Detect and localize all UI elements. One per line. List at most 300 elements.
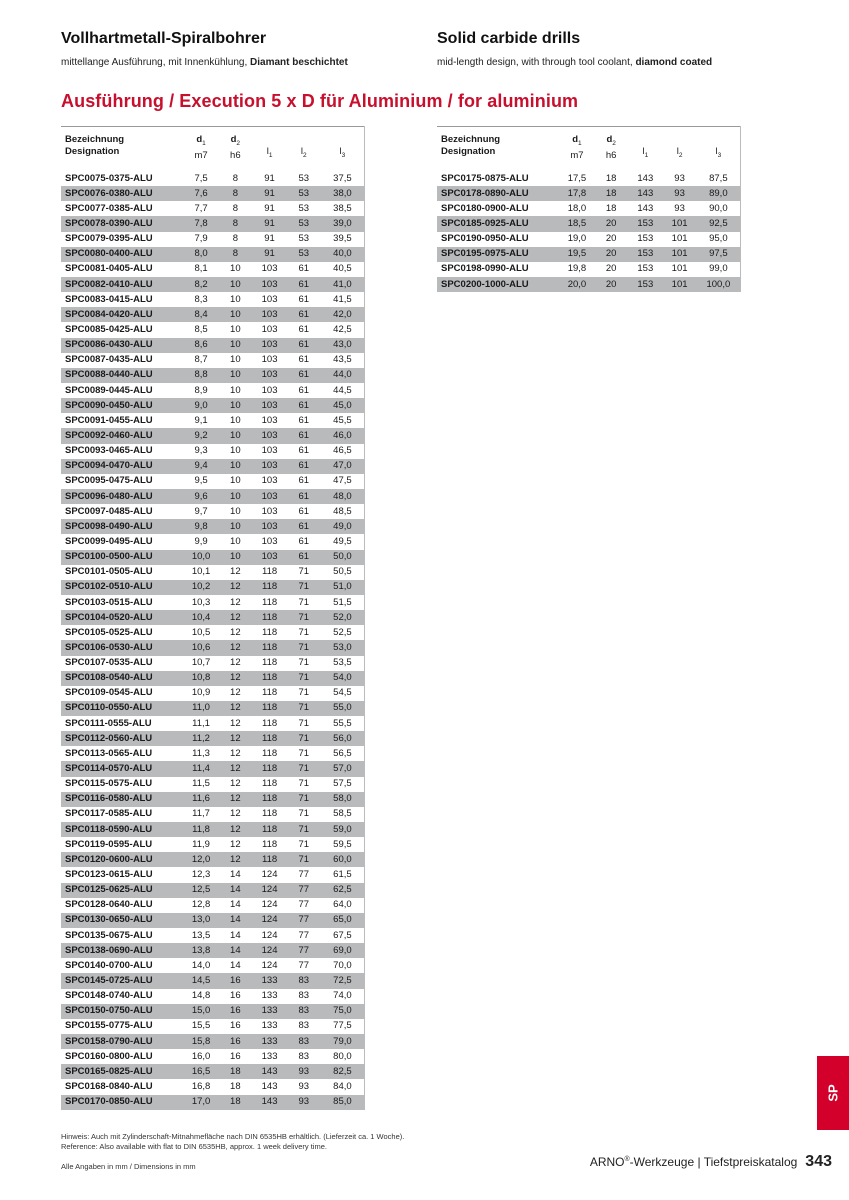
table-row	[61, 731, 365, 746]
table-row	[61, 610, 365, 625]
header-title-en: Solid carbide drills	[437, 30, 581, 47]
designation-cell: SPC0101-0505-ALU	[65, 566, 153, 578]
d2-cell: 12	[218, 671, 252, 686]
l1-cell: 103	[261, 445, 278, 457]
l2-cell: 71	[298, 778, 310, 790]
l3-cell: 48,0	[321, 489, 365, 504]
d1-cell: 9,0	[184, 398, 218, 413]
designation-cell: SPC0107-0535-ALU	[65, 657, 153, 669]
l2-cell: 71	[287, 761, 321, 776]
d2-cell: 10	[230, 293, 241, 305]
l2-cell: 101	[671, 233, 688, 245]
l3-cell: 99,0	[697, 262, 741, 277]
d1-cell: 8,6	[184, 338, 218, 353]
d2-cell: 16	[218, 973, 252, 988]
d1-cell: 12,8	[191, 899, 211, 911]
designation-cell: SPC0093-0465-ALU	[65, 445, 153, 457]
table-row	[61, 822, 365, 837]
table-row	[61, 1064, 365, 1079]
designation-cell: SPC0115-0575-ALU	[65, 778, 153, 790]
d2-cell: 8	[218, 186, 252, 201]
designation-cell: SPC0160-0800-ALU	[65, 1050, 153, 1062]
d1-cell: 16,8	[191, 1081, 211, 1092]
designation-cell: SPC0113-0565-ALU	[65, 747, 153, 759]
table-row	[437, 201, 741, 216]
l3-cell: 53,0	[321, 640, 365, 655]
l2-cell: 83	[287, 973, 321, 988]
l3-cell: 52,0	[321, 610, 365, 625]
d2-cell: 20	[594, 216, 628, 231]
l2-cell: 77	[287, 943, 321, 958]
l3-cell: 54,5	[321, 686, 365, 701]
d2-cell: 10	[230, 263, 241, 275]
col-designation-header: Bezeichnung Designation	[437, 127, 560, 172]
l1-cell: 103	[252, 489, 286, 504]
designation-cell: SPC0105-0525-ALU	[65, 626, 153, 638]
l2-cell: 61	[298, 414, 310, 426]
l2-cell: 93	[674, 202, 685, 214]
l1-cell: 118	[252, 580, 286, 595]
d2-cell: 10	[218, 307, 252, 322]
l3-cell: 80,0	[321, 1049, 365, 1064]
d2-cell: 16	[218, 1034, 252, 1049]
d1-cell: 8,9	[194, 384, 208, 396]
l2-cell: 93	[287, 1064, 321, 1079]
l3-cell: 41,0	[321, 277, 365, 292]
l1-cell: 153	[628, 277, 662, 292]
d2-cell: 8	[218, 247, 252, 262]
l3-cell: 72,5	[321, 973, 365, 988]
l1-cell: 118	[261, 596, 278, 608]
table-row	[61, 958, 365, 973]
l1-cell: 91	[264, 172, 275, 184]
table-row	[61, 867, 365, 882]
table-row	[61, 625, 365, 640]
l1-cell: 103	[252, 459, 286, 474]
d1-cell: 19,5	[560, 247, 594, 262]
d2-cell: 10	[218, 459, 252, 474]
d2-cell: 10	[218, 398, 252, 413]
l3-cell: 51,5	[321, 595, 365, 610]
d2-cell: 12	[230, 808, 241, 820]
designation-cell: SPC0083-0415-ALU	[65, 293, 153, 305]
l1-cell: 153	[628, 216, 662, 231]
d1-cell: 8,5	[194, 323, 208, 335]
table-row	[61, 398, 365, 413]
table-row	[61, 519, 365, 534]
d2-cell: 12	[218, 701, 252, 716]
designation-cell: SPC0195-0975-ALU	[437, 247, 560, 262]
designation-cell: SPC0114-0570-ALU	[61, 761, 184, 776]
table-row	[61, 595, 365, 610]
d1-cell: 11,9	[192, 838, 210, 850]
d1-cell: 7,5	[194, 172, 208, 184]
d2-cell: 10	[218, 489, 252, 504]
l3-cell: 38,0	[321, 186, 365, 201]
designation-cell: SPC0158-0790-ALU	[61, 1034, 184, 1049]
d2-cell: 10	[230, 354, 241, 366]
d1-cell: 10,6	[184, 640, 218, 655]
l3-cell: 40,0	[321, 247, 365, 262]
col-l3-header: $l_3$	[321, 127, 365, 172]
l2-cell: 71	[298, 838, 310, 850]
d1-cell: 19,8	[567, 263, 587, 275]
l1-cell: 153	[637, 263, 654, 275]
execution-title: Ausführung / Execution 5 x D für Aluminium / for aluminium	[61, 91, 579, 111]
l3-cell: 57,5	[321, 777, 365, 792]
d2-cell: 18	[218, 1095, 252, 1110]
table-header-row	[61, 127, 365, 172]
designation-cell: SPC0081-0405-ALU	[65, 263, 153, 275]
table-row	[61, 1034, 365, 1049]
d2-cell: 18	[218, 1064, 252, 1079]
l1-cell: 118	[261, 626, 278, 638]
l3-cell: 55,5	[321, 716, 365, 731]
header-subtitle-en-bold: diamond coated	[635, 57, 713, 68]
l3-cell: 90,0	[697, 201, 741, 216]
designation-cell: SPC0095-0475-ALU	[65, 475, 153, 487]
d1-cell: 13,5	[191, 929, 211, 941]
table-row	[61, 216, 365, 231]
l2-cell: 61	[287, 307, 321, 322]
designation-cell: SPC0190-0950-ALU	[441, 233, 529, 245]
d1-cell: 12,3	[191, 869, 211, 881]
l3-cell: 45,0	[321, 398, 365, 413]
designation-cell: SPC0092-0460-ALU	[61, 428, 184, 443]
d1-cell: 10,7	[191, 657, 211, 669]
table-row	[61, 474, 365, 489]
l1-cell: 118	[261, 687, 278, 699]
d2-cell: 8	[232, 233, 238, 245]
l3-cell: 46,5	[321, 444, 365, 459]
l1-cell: 133	[261, 1020, 278, 1032]
d1-cell: 20,0	[560, 277, 594, 292]
l2-cell: 71	[287, 792, 321, 807]
d1-cell: 8,3	[194, 293, 208, 305]
table-row	[61, 701, 365, 716]
table-row	[61, 1049, 365, 1064]
l3-cell: 62,5	[321, 883, 365, 898]
l3-cell: 50,0	[321, 550, 365, 565]
l1-cell: 124	[261, 959, 278, 971]
table-row	[61, 428, 365, 443]
d2-cell: 12	[230, 747, 241, 759]
d1-cell: 8,4	[184, 307, 218, 322]
table-row	[61, 686, 365, 701]
d1-cell: 10,4	[184, 610, 218, 625]
d1-cell: 17,0	[184, 1095, 218, 1110]
table-row	[61, 640, 365, 655]
l2-cell: 71	[287, 701, 321, 716]
l1-cell: 118	[252, 761, 286, 776]
d1-cell: 8,0	[184, 247, 218, 262]
d2-cell: 12	[230, 626, 241, 638]
l3-cell: 51,0	[321, 580, 365, 595]
d1-cell: 9,3	[194, 445, 208, 457]
d1-cell: 9,7	[194, 505, 208, 517]
d1-cell: 8,8	[184, 368, 218, 383]
designation-cell: SPC0168-0840-ALU	[65, 1081, 153, 1092]
l1-cell: 118	[261, 717, 278, 729]
d1-cell: 12,5	[184, 883, 218, 898]
d1-cell: 10,1	[191, 566, 211, 578]
table-row	[61, 852, 365, 867]
header-subtitle-de	[61, 57, 348, 68]
l3-cell: 38,5	[321, 201, 365, 216]
designation-cell: SPC0145-0725-ALU	[61, 973, 184, 988]
l3-cell: 84,0	[321, 1079, 365, 1094]
table-row	[61, 368, 365, 383]
designation-cell: SPC0140-0700-ALU	[65, 959, 153, 971]
l3-cell: 54,0	[321, 671, 365, 686]
section-tab-label: SP	[825, 1084, 841, 1102]
d2-cell: 12	[218, 852, 252, 867]
col-l1-header: $l_1$	[628, 127, 662, 172]
table-row	[61, 232, 365, 247]
spec-table-right	[437, 126, 741, 292]
d1-cell: 18,0	[567, 202, 587, 214]
l3-cell: 75,0	[321, 1004, 365, 1019]
l1-cell: 143	[252, 1064, 286, 1079]
table-row	[437, 232, 741, 247]
l1-cell: 133	[261, 1050, 278, 1062]
l3-cell: 56,0	[321, 731, 365, 746]
l1-cell: 91	[252, 216, 286, 231]
d2-cell: 12	[230, 778, 241, 790]
designation-cell: SPC0103-0515-ALU	[65, 596, 153, 608]
d2-cell: 10	[230, 323, 241, 335]
l3-cell: 58,0	[321, 792, 365, 807]
d1-cell: 11,8	[184, 822, 218, 837]
l3-cell: 50,5	[321, 565, 365, 580]
l3-cell: 45,5	[321, 413, 365, 428]
l2-cell: 93	[298, 1081, 310, 1092]
l2-cell: 101	[662, 216, 696, 231]
table-row	[61, 1079, 365, 1094]
l3-cell: 43,0	[321, 338, 365, 353]
l1-cell: 133	[252, 1004, 286, 1019]
col-l2-header: $l_2$	[287, 127, 321, 172]
designation-cell: SPC0117-0585-ALU	[65, 808, 153, 820]
l1-cell: 118	[252, 640, 286, 655]
d1-cell: 9,8	[184, 519, 218, 534]
header-title-de: Vollhartmetall-Spiralbohrer	[61, 30, 267, 47]
d2-cell: 10	[218, 428, 252, 443]
l1-cell: 118	[261, 657, 278, 669]
designation-cell: SPC0082-0410-ALU	[61, 277, 184, 292]
d2-cell: 14	[230, 899, 241, 911]
d2-cell: 12	[230, 566, 241, 578]
table-row	[437, 277, 741, 292]
l3-cell: 52,5	[321, 625, 365, 640]
d2-cell: 10	[218, 368, 252, 383]
l3-cell: 37,5	[321, 171, 365, 186]
l1-cell: 91	[252, 186, 286, 201]
l2-cell: 93	[674, 172, 685, 184]
l3-cell: 49,5	[321, 534, 365, 549]
d2-cell: 14	[230, 959, 241, 971]
l2-cell: 83	[287, 1034, 321, 1049]
designation-cell: SPC0076-0380-ALU	[61, 186, 184, 201]
l2-cell: 53	[298, 202, 310, 214]
l2-cell: 61	[287, 550, 321, 565]
table-row	[61, 777, 365, 792]
d1-cell: 10,5	[191, 626, 211, 638]
designation-cell: SPC0109-0545-ALU	[65, 687, 153, 699]
l3-cell: 55,0	[321, 701, 365, 716]
l1-cell: 124	[261, 869, 278, 881]
designation-cell: SPC0155-0775-ALU	[65, 1020, 153, 1032]
d1-cell: 11,7	[192, 808, 210, 820]
d2-cell: 16	[230, 990, 241, 1002]
designation-cell: SPC0078-0390-ALU	[61, 216, 184, 231]
table-row	[61, 413, 365, 428]
footer-brand: ARNO	[589, 1155, 625, 1169]
table-row	[437, 186, 741, 201]
table-row	[61, 1004, 365, 1019]
table-row	[437, 171, 741, 186]
l2-cell: 83	[287, 1004, 321, 1019]
l1-cell: 124	[261, 929, 278, 941]
l2-cell: 61	[298, 505, 310, 517]
table-row	[61, 277, 365, 292]
l1-cell: 143	[252, 1095, 286, 1110]
designation-cell: SPC0075-0375-ALU	[65, 172, 153, 184]
l2-cell: 61	[287, 519, 321, 534]
l1-cell: 103	[252, 550, 286, 565]
table-row	[61, 913, 365, 928]
l2-cell: 53	[287, 247, 321, 262]
designation-cell: SPC0112-0560-ALU	[61, 731, 184, 746]
l2-cell: 53	[287, 216, 321, 231]
l2-cell: 77	[287, 883, 321, 898]
l2-cell: 71	[287, 822, 321, 837]
d2-cell: 10	[218, 277, 252, 292]
designation-cell: SPC0175-0875-ALU	[441, 172, 529, 184]
col-l2-header: $l_2$	[662, 127, 696, 172]
header-subtitle-de-bold: Diamant beschichtet	[250, 57, 348, 68]
d1-cell: 15,5	[191, 1020, 211, 1032]
l3-cell: 65,0	[321, 913, 365, 928]
table-row	[61, 716, 365, 731]
l2-cell: 61	[287, 277, 321, 292]
l1-cell: 103	[261, 293, 278, 305]
l2-cell: 71	[287, 640, 321, 655]
designation-cell: SPC0118-0590-ALU	[61, 822, 184, 837]
col-designation-header: Bezeichnung Designation	[61, 127, 184, 172]
table-row	[61, 171, 365, 186]
l2-cell: 77	[287, 913, 321, 928]
d2-cell: 12	[230, 687, 241, 699]
l1-cell: 103	[261, 535, 278, 547]
l2-cell: 71	[298, 747, 310, 759]
d1-cell: 10,0	[184, 550, 218, 565]
l1-cell: 124	[252, 943, 286, 958]
designation-cell: SPC0084-0420-ALU	[61, 307, 184, 322]
l2-cell: 61	[298, 475, 310, 487]
l1-cell: 118	[252, 852, 286, 867]
l1-cell: 153	[628, 247, 662, 262]
l3-cell: 48,5	[321, 504, 365, 519]
l3-cell: 97,5	[697, 247, 741, 262]
designation-cell: SPC0178-0890-ALU	[437, 186, 560, 201]
d2-cell: 10	[230, 414, 241, 426]
d2-cell: 12	[230, 717, 241, 729]
l3-cell: 82,5	[321, 1064, 365, 1079]
header-subtitle-de-text: mittellange Ausführung, mit Innenkühlung,	[61, 57, 251, 68]
l1-cell: 133	[252, 973, 286, 988]
l1-cell: 103	[252, 307, 286, 322]
d1-cell: 13,8	[184, 943, 218, 958]
d1-cell: 19,0	[567, 233, 587, 245]
l3-cell: 39,5	[321, 232, 365, 247]
l3-cell: 56,5	[321, 746, 365, 761]
l2-cell: 71	[298, 566, 310, 578]
d2-cell: 18	[605, 172, 617, 184]
l1-cell: 118	[252, 792, 286, 807]
l1-cell: 143	[637, 202, 654, 214]
d1-cell: 10,3	[191, 596, 211, 608]
d2-cell: 8	[232, 202, 238, 214]
d2-cell: 16	[230, 1050, 241, 1062]
table-row	[61, 989, 365, 1004]
table-row	[61, 489, 365, 504]
d2-cell: 10	[218, 338, 252, 353]
l1-cell: 124	[252, 913, 286, 928]
designation-cell: SPC0120-0600-ALU	[61, 852, 184, 867]
d1-cell: 14,0	[191, 959, 211, 971]
header-subtitle-en-text: mid-length design, with through tool coolant,	[437, 57, 636, 68]
l2-cell: 93	[662, 186, 696, 201]
l1-cell: 103	[261, 475, 278, 487]
l1-cell: 118	[261, 808, 278, 820]
l1-cell: 103	[252, 398, 286, 413]
l2-cell: 101	[662, 277, 696, 292]
l2-cell: 61	[287, 398, 321, 413]
l3-cell: 67,5	[321, 928, 365, 943]
l2-cell: 71	[298, 657, 310, 669]
l1-cell: 103	[261, 323, 278, 335]
d1-cell: 10,9	[191, 687, 211, 699]
l2-cell: 83	[298, 1050, 310, 1062]
d1-cell: 16,5	[184, 1064, 218, 1079]
d1-cell: 7,8	[184, 216, 218, 231]
designation-cell: SPC0106-0530-ALU	[61, 640, 184, 655]
d1-cell: 9,4	[184, 459, 218, 474]
l2-cell: 61	[287, 338, 321, 353]
l3-cell: 79,0	[321, 1034, 365, 1049]
designation-cell: SPC0088-0440-ALU	[61, 368, 184, 383]
d2-cell: 20	[594, 247, 628, 262]
l1-cell: 118	[252, 822, 286, 837]
table-row	[61, 307, 365, 322]
table-row	[61, 792, 365, 807]
l2-cell: 71	[287, 610, 321, 625]
table-row	[61, 322, 365, 337]
designation-cell: SPC0087-0435-ALU	[65, 354, 153, 366]
l2-cell: 61	[298, 263, 310, 275]
designation-cell: SPC0102-0510-ALU	[61, 580, 184, 595]
l1-cell: 133	[261, 990, 278, 1002]
l3-cell: 92,5	[697, 216, 741, 231]
l1-cell: 153	[637, 233, 654, 245]
d1-cell: 10,2	[184, 580, 218, 595]
spec-table-left	[61, 126, 365, 1110]
d1-cell: 15,8	[184, 1034, 218, 1049]
col-l3-header: $l_3$	[697, 127, 741, 172]
designation-cell: SPC0089-0445-ALU	[65, 384, 153, 396]
d1-cell: 7,6	[184, 186, 218, 201]
